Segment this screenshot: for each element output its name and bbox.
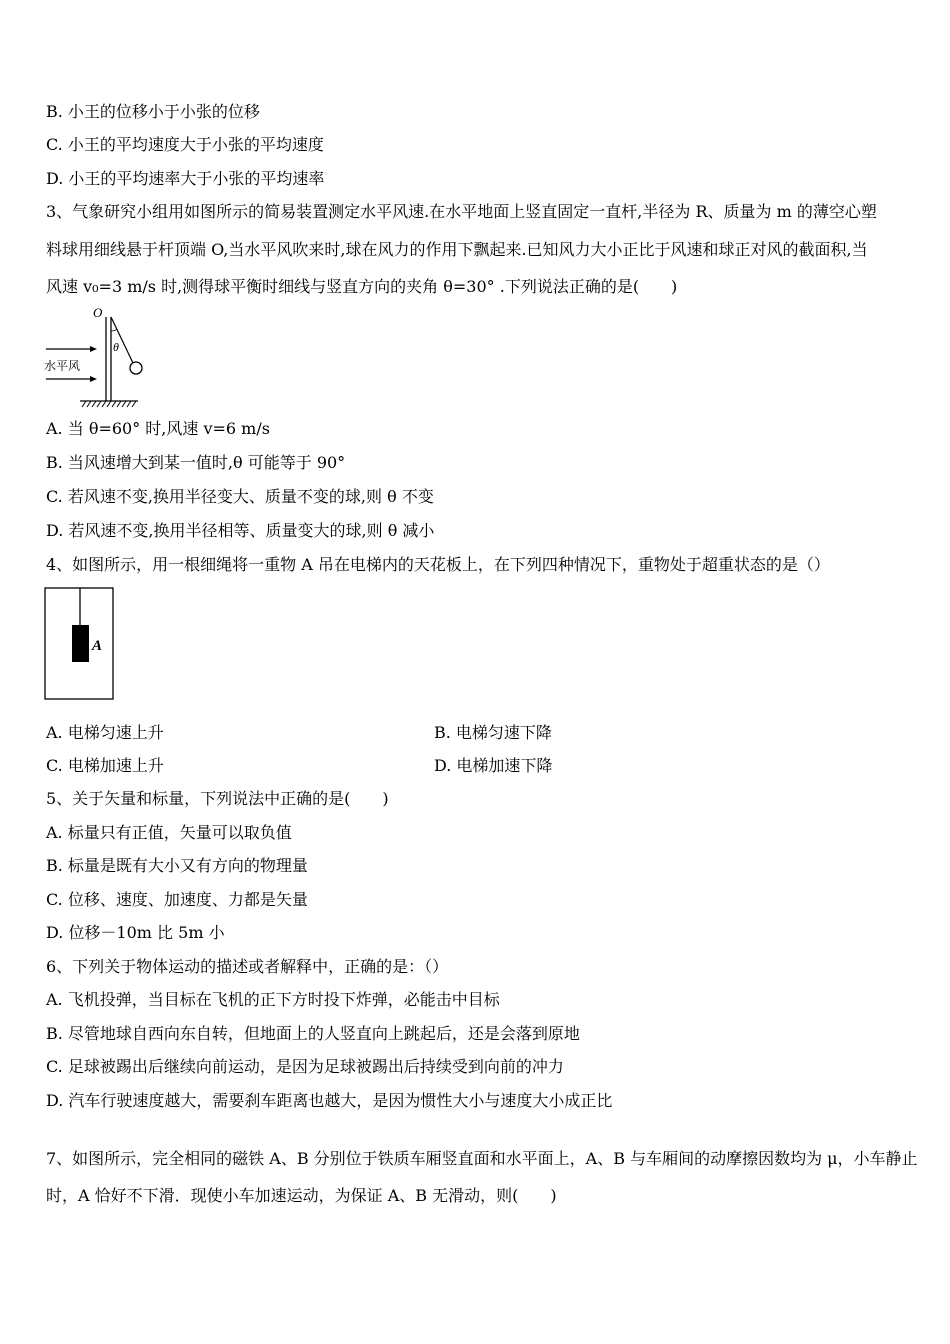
q4-option-d: D. 电梯加速下降 <box>434 756 553 775</box>
q3-stem-line2: 料球用细线悬于杆顶端 O,当水平风吹来时,球在风力的作用下飘起来.已知风力大小正比于风速和球正对风的截面积,当 <box>46 240 868 259</box>
q4-option-a: A. 电梯匀速上升 <box>46 723 164 742</box>
q5-option-c: C. 位移、速度、加速度、力都是矢量 <box>46 890 308 909</box>
q2-option-b: B. 小王的位移小于小张的位移 <box>46 102 260 121</box>
q3-stem-line1: 3、气象研究小组用如图所示的简易装置测定水平风速.在水平地面上竖直固定一直杆,半径为 R、质量为 m 的薄空心塑 <box>46 202 877 221</box>
label-a: A <box>92 638 103 654</box>
q3-option-a: A. 当 θ=60° 时,风速 v=6 m/s <box>46 419 270 438</box>
q4-stem: 4、如图所示，用一根细绳将一重物 A 吊在电梯内的天花板上，在下列四种情况下，重物处于超重状态的是（） <box>46 555 830 574</box>
label-theta: θ <box>113 340 119 354</box>
q6-option-a: A. 飞机投弹，当目标在飞机的正下方时投下炸弹，必能击中目标 <box>46 990 500 1009</box>
q5-option-b: B. 标量是既有大小又有方向的物理量 <box>46 856 308 875</box>
q3-option-d: D. 若风速不变,换用半径相等、质量变大的球,则 θ 减小 <box>46 521 435 540</box>
q3-wind-figure <box>40 303 160 411</box>
q6-option-c: C. 足球被踢出后继续向前运动，是因为足球被踢出后持续受到向前的冲力 <box>46 1057 564 1076</box>
q2-option-c: C. 小王的平均速度大于小张的平均速度 <box>46 135 324 154</box>
q2-option-d: D. 小王的平均速率大于小张的平均速率 <box>46 169 325 188</box>
q7-stem-line1: 7、如图所示，完全相同的磁铁 A、B 分别位于铁质车厢竖直面和水平面上，A、B 与车厢间的动摩擦因数均为 μ，小车静止 <box>46 1149 918 1168</box>
q6-option-b: B. 尽管地球自西向东自转，但地面上的人竖直向上跳起后，还是会落到原地 <box>46 1024 580 1043</box>
q5-stem: 5、关于矢量和标量，下列说法中正确的是( ) <box>46 789 389 808</box>
q4-option-c: C. 电梯加速上升 <box>46 756 164 775</box>
label-wind: 水平风 <box>44 359 81 373</box>
q7-stem-line2: 时，A 恰好不下滑．现使小车加速运动，为保证 A、B 无滑动，则( ) <box>46 1186 557 1205</box>
q3-option-b: B. 当风速增大到某一值时,θ 可能等于 90° <box>46 453 346 472</box>
q5-option-d: D. 位移－10m 比 5m 小 <box>46 923 225 942</box>
q4-option-b: B. 电梯匀速下降 <box>434 723 552 742</box>
q6-option-d: D. 汽车行驶速度越大，需要刹车距离也越大，是因为惯性大小与速度大小成正比 <box>46 1091 613 1110</box>
q3-stem-line3: 风速 v₀=3 m/s 时,测得球平衡时细线与竖直方向的夹角 θ=30° .下列说法正确的是( ) <box>46 277 678 296</box>
q4-elevator-figure <box>44 587 116 702</box>
q3-option-c: C. 若风速不变,换用半径变大、质量不变的球,则 θ 不变 <box>46 487 434 506</box>
q6-stem: 6、下列关于物体运动的描述或者解释中，正确的是：（） <box>46 957 449 976</box>
label-o: O <box>93 305 103 320</box>
q5-option-a: A. 标量只有正值，矢量可以取负值 <box>46 823 292 842</box>
